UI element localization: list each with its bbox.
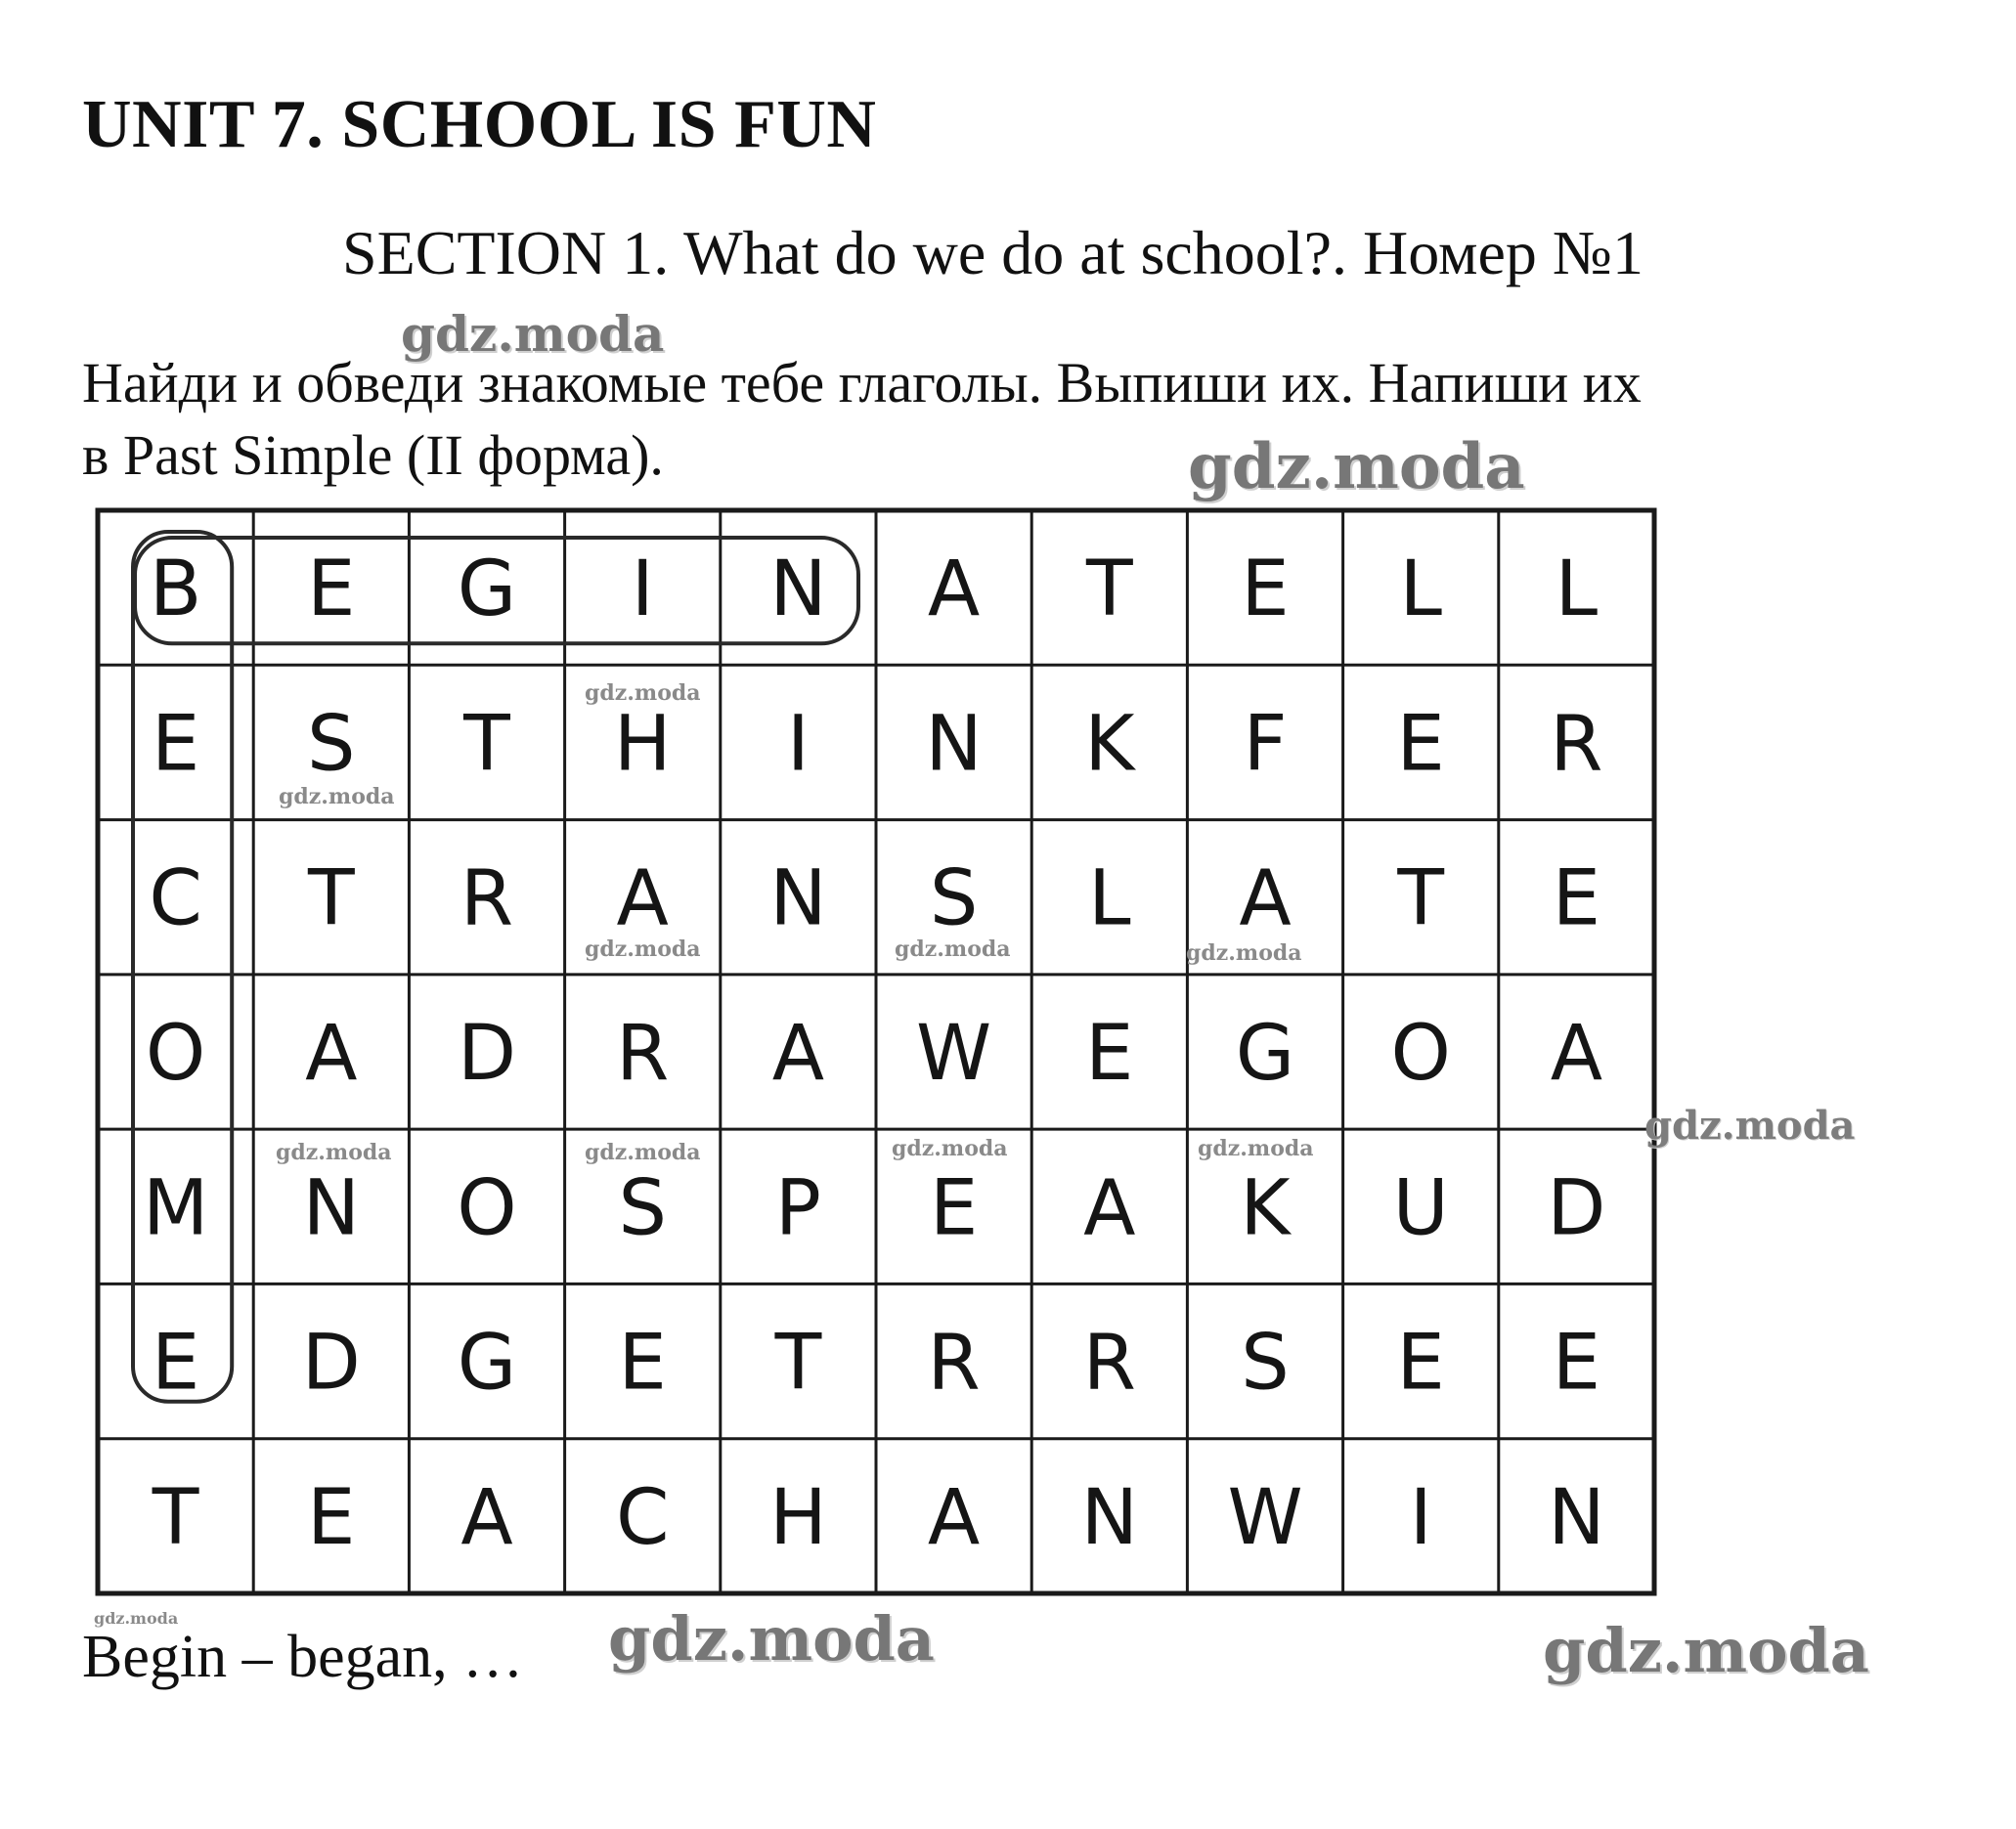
grid-letter: H — [613, 700, 672, 789]
unit-title: UNIT 7. SCHOOL IS FUN — [82, 87, 877, 162]
grid-letter: I — [786, 700, 810, 789]
watermark: gdz.moda — [895, 936, 1011, 962]
grid-letter: E — [307, 545, 356, 634]
grid-letter: C — [149, 854, 202, 943]
grid-letter: B — [149, 545, 202, 634]
grid-letter: R — [1082, 1319, 1136, 1408]
grid-letter: L — [1088, 854, 1131, 943]
grid-letter: E — [151, 1319, 200, 1408]
watermark: gdz.moda — [401, 305, 665, 363]
watermark: gdz.moda — [585, 680, 701, 706]
watermark: gdz.moda — [1543, 1615, 1869, 1686]
grid-letter: R — [616, 1010, 670, 1098]
grid-letter: D — [457, 1010, 517, 1098]
grid-letter: A — [460, 1473, 513, 1562]
grid-letter: K — [1240, 1164, 1291, 1253]
grid-letter: R — [1550, 700, 1603, 789]
grid-letter: K — [1084, 700, 1135, 789]
grid-letter: E — [1396, 700, 1445, 789]
grid-letter: A — [1083, 1164, 1136, 1253]
grid-letter: P — [774, 1164, 821, 1253]
grid-letter: F — [1243, 700, 1288, 789]
grid-letter: D — [1547, 1164, 1606, 1253]
watermark: gdz.moda — [94, 1609, 179, 1628]
grid-letter: A — [927, 1473, 981, 1562]
grid-letter: S — [929, 854, 979, 943]
task-instruction-line-1: Найди и обведи знакомые тебе глаголы. Выпиши их. Напиши их — [82, 351, 1642, 414]
watermark: gdz.moda — [1198, 1136, 1314, 1161]
task-instruction-line-2: в Past Simple (II форма). — [82, 423, 664, 487]
watermark: gdz.moda — [608, 1603, 935, 1675]
grid-letter: G — [1235, 1010, 1295, 1098]
watermark: gdz.moda — [892, 1136, 1008, 1161]
grid-letter: L — [1555, 545, 1599, 634]
grid-letter: A — [305, 1010, 358, 1098]
grid-letter: H — [769, 1473, 827, 1562]
watermark: gdz.moda — [1188, 430, 1525, 503]
grid-letter: N — [769, 854, 827, 943]
grid-letter: R — [460, 854, 514, 943]
grid-letter: E — [1085, 1010, 1134, 1098]
section-title: SECTION 1. What do we do at school?. Номер №1 — [342, 218, 1643, 287]
grid-letter: E — [1241, 545, 1290, 634]
grid-letter: T — [463, 700, 510, 789]
grid-letter: E — [929, 1164, 979, 1253]
grid-letter: A — [771, 1010, 825, 1098]
grid-letter: E — [1552, 854, 1601, 943]
grid-letter: A — [927, 545, 981, 634]
grid-letter: N — [1548, 1473, 1605, 1562]
watermark: gdz.moda — [1186, 940, 1302, 966]
grid-letter: G — [457, 545, 517, 634]
grid-letter: D — [301, 1319, 361, 1408]
answer-example: Begin – began, … — [82, 1624, 524, 1690]
grid-letter: N — [925, 700, 983, 789]
grid-letter: O — [145, 1010, 206, 1098]
grid-letter: O — [1390, 1010, 1451, 1098]
grid-letter: T — [307, 854, 355, 943]
grid-letter: T — [152, 1473, 199, 1562]
grid-letter: N — [1080, 1473, 1138, 1562]
grid-letter: N — [302, 1164, 360, 1253]
grid-letter: E — [307, 1473, 356, 1562]
grid-letter: T — [1397, 854, 1445, 943]
watermark: gdz.moda — [279, 784, 395, 809]
word-circle-vertical — [133, 532, 232, 1402]
grid-letter: S — [307, 700, 356, 789]
watermark: gdz.moda — [585, 1140, 701, 1165]
grid-letter: S — [618, 1164, 667, 1253]
grid-letter: E — [618, 1319, 667, 1408]
grid-letter: A — [1550, 1010, 1603, 1098]
watermark: gdz.moda — [585, 936, 701, 962]
grid-letter: G — [457, 1319, 517, 1408]
grid-letter: R — [927, 1319, 981, 1408]
grid-letter: E — [151, 700, 200, 789]
grid-letter: E — [1396, 1319, 1445, 1408]
grid-letter: N — [769, 545, 827, 634]
grid-letter: A — [616, 854, 669, 943]
grid-letter: I — [1409, 1473, 1432, 1562]
grid-letter: T — [774, 1319, 822, 1408]
grid-letter: S — [1241, 1319, 1290, 1408]
grid-letter: M — [142, 1164, 209, 1253]
grid-letter: O — [457, 1164, 517, 1253]
grid-letter: L — [1399, 545, 1442, 634]
grid-letter: W — [916, 1010, 992, 1098]
grid-letter: I — [631, 545, 654, 634]
grid-letter: A — [1239, 854, 1292, 943]
grid-letter: C — [615, 1473, 670, 1562]
grid-letter: U — [1392, 1164, 1449, 1253]
watermark: gdz.moda — [276, 1140, 392, 1165]
watermark: gdz.moda — [1644, 1103, 1856, 1149]
grid-letter: T — [1085, 545, 1133, 634]
grid-letter: E — [1552, 1319, 1601, 1408]
grid-letter: W — [1227, 1473, 1303, 1562]
